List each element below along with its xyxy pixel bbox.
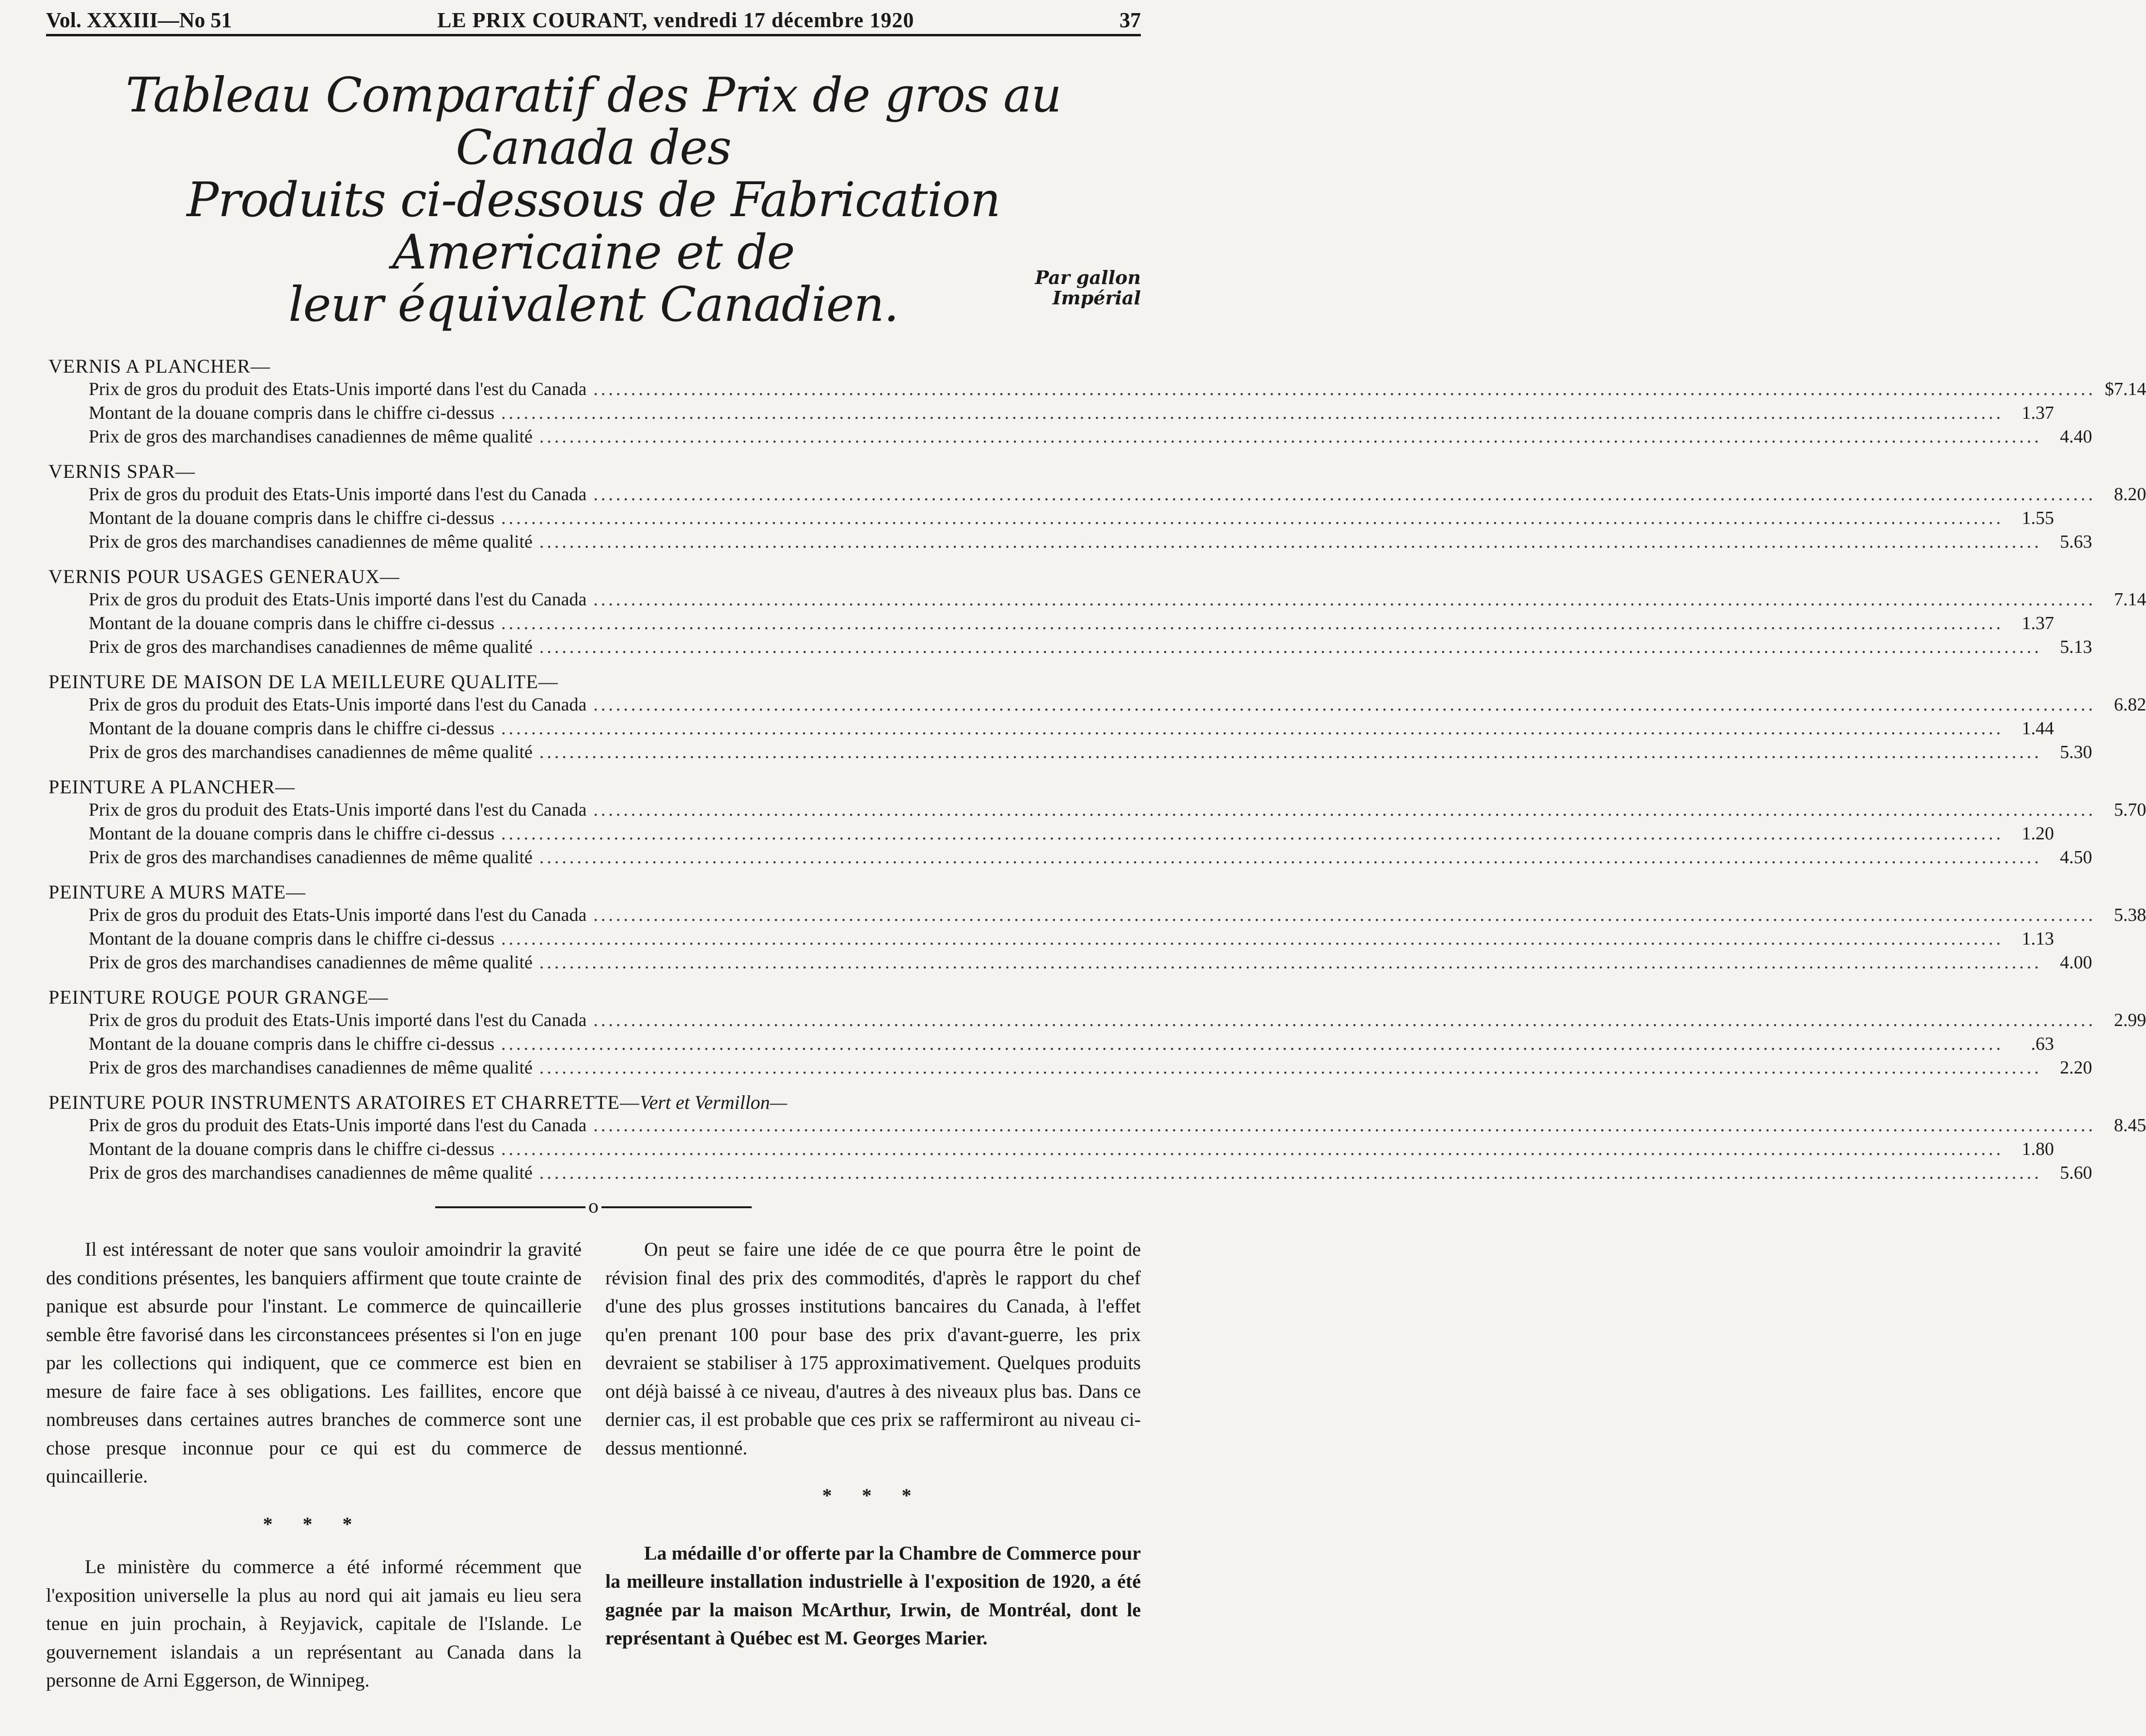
row-label: Prix de gros du produit des Etats-Unis importé dans l'est du Canada: [89, 1010, 587, 1030]
row-value: $7.14: [2104, 379, 2146, 399]
section-subtitle: Vert et Vermillon—: [639, 1091, 788, 1113]
row-label: Prix de gros des marchandises canadiennes de même qualité: [89, 952, 533, 973]
row-value: 2.20: [2060, 1057, 2092, 1078]
price-row: [89, 846, 2092, 869]
unit-header-line-2: Impérial: [1052, 287, 1141, 309]
row-label: Montant de la douane compris dans le chiffre ci-dessus: [89, 1034, 495, 1054]
divider-line-right: [601, 1206, 752, 1208]
publication-date: LE PRIX COURANT, vendredi 17 décembre 1920: [437, 8, 915, 32]
leader-dots: ........................................................................................................................................................................................................: [593, 800, 2096, 820]
row-value: 5.70: [2114, 800, 2146, 820]
price-section: [46, 776, 2146, 869]
row-value: 4.50: [2060, 847, 2092, 868]
price-row: [89, 903, 2146, 927]
article-columns: [46, 1235, 1141, 1695]
price-section: [46, 355, 2146, 449]
row-label: Montant de la douane compris dans le chiffre ci-dessus: [89, 1139, 495, 1159]
price-row: [89, 1161, 2092, 1185]
section-name: PEINTURE POUR INSTRUMENTS ARATOIRES ET CHARRETTE—: [48, 1091, 640, 1113]
left-paragraph-2: Le ministère du commerce a été informé récemment que l'exposition universelle la plus au nord qui ait jamais eu lieu sera tenue en juin prochain, à Reyjavick, capitale de l'Islande. Le gouvernement islandais a un représentant au Canada dans la personne de Arni Eggerson, de Winnipeg.: [46, 1556, 582, 1691]
row-value: 5.30: [2060, 742, 2092, 762]
price-row: [89, 951, 2092, 975]
price-row: [89, 425, 2092, 449]
leader-dots: ........................................................................................................................................................................................................: [593, 1010, 2096, 1030]
leader-dots: ........................................................................................................................................................................................................: [539, 532, 2042, 552]
price-row: [89, 741, 2092, 764]
price-row: [89, 401, 2054, 425]
row-label: Prix de gros du produit des Etats-Unis importé dans l'est du Canada: [89, 905, 587, 925]
row-value: 7.14: [2114, 589, 2146, 610]
section-name: PEINTURE A PLANCHER—: [48, 776, 295, 798]
price-row: [89, 1056, 2092, 1080]
price-row: [89, 1032, 2054, 1056]
row-label: Prix de gros des marchandises canadiennes de même qualité: [89, 637, 533, 657]
price-row: [89, 1137, 2054, 1161]
row-label: Prix de gros des marchandises canadiennes de même qualité: [89, 1163, 533, 1183]
title-line-1: Tableau Comparatif des Prix de gros au Canada des: [126, 68, 1061, 175]
row-label: Prix de gros des marchandises canadiennes de même qualité: [89, 847, 533, 868]
leader-dots: ........................................................................................................................................................................................................: [501, 929, 2004, 949]
row-value: 1.44: [2021, 718, 2054, 739]
price-comparison-table: [46, 355, 2146, 1185]
row-value: 8.20: [2114, 484, 2146, 505]
row-value: 2.99: [2114, 1010, 2146, 1030]
left-paragraph-1: Il est intéressant de noter que sans vouloir amoindrir la gravité des conditions présentes, les banquiers affirment que toute crainte de panique est absurde pour l'instant. Le commerce de quincaillerie semble être favorisé dans les circonstancees présentes si l'on en juge par les collections qui indiquent, que ce commerce est bien en mesure de faire face à ses obligations. Les faillites, encore que nombreuses dans certaines autres branches de commerce sont une chose presque inconnue pour ce qui est du commerce de quincaillerie.: [46, 1238, 582, 1487]
leader-dots: ........................................................................................................................................................................................................: [593, 379, 2096, 399]
row-label: Prix de gros des marchandises canadiennes de même qualité: [89, 426, 533, 447]
leader-dots: ........................................................................................................................................................................................................: [501, 718, 2004, 739]
row-label: Montant de la douane compris dans le chiffre ci-dessus: [89, 823, 495, 844]
price-section: [46, 1091, 2146, 1185]
row-label: Montant de la douane compris dans le chiffre ci-dessus: [89, 929, 495, 949]
page-number: 37: [1120, 8, 1141, 32]
section-name: PEINTURE DE MAISON DE LA MEILLEURE QUALITE—: [48, 671, 558, 693]
row-value: 1.80: [2021, 1139, 2054, 1159]
section-title: [48, 986, 1141, 1009]
price-row: [89, 822, 2054, 846]
section-name: PEINTURE ROUGE POUR GRANGE—: [48, 986, 389, 1008]
right-column: [605, 1235, 1141, 1695]
leader-dots: ........................................................................................................................................................................................................: [593, 1115, 2096, 1136]
row-value: 5.38: [2114, 905, 2146, 925]
row-label: Prix de gros des marchandises canadiennes de même qualité: [89, 532, 533, 552]
row-label: Prix de gros du produit des Etats-Unis importé dans l'est du Canada: [89, 589, 587, 610]
price-section: [46, 986, 2146, 1080]
divider-line-left: [435, 1206, 585, 1208]
price-row: [89, 1009, 2146, 1032]
leader-dots: ........................................................................................................................................................................................................: [539, 637, 2042, 657]
row-label: Prix de gros du produit des Etats-Unis importé dans l'est du Canada: [89, 379, 587, 399]
leader-dots: ........................................................................................................................................................................................................: [593, 905, 2096, 925]
section-name: PEINTURE A MURS MATE—: [48, 881, 306, 903]
section-title: [48, 881, 1141, 903]
section-title: [48, 566, 1141, 588]
price-section: [46, 566, 2146, 659]
running-header: [46, 10, 1141, 36]
row-value: 1.55: [2021, 508, 2054, 528]
price-section: [46, 671, 2146, 764]
row-label: Montant de la douane compris dans le chiffre ci-dessus: [89, 718, 495, 739]
section-title: [48, 776, 1141, 798]
price-section: [46, 460, 2146, 554]
right-paragraph-1: On peut se faire une idée de ce que pourra être le point de révision final des prix des commodités, d'après le rapport du chef d'une des plus grosses institutions bancaires du Canada, à l'effet qu'en prenant 100 pour base des prix d'avant-guerre, les prix devraient se stabiliser à 175 approximativement. Quelques produits ont déjà baissé à ce niveau, d'autres à des niveaux plus bas. Dans ce dernier cas, il est probable que ces prix se raffermiront au niveau ci-dessus mentionné.: [605, 1238, 1141, 1459]
section-title: [48, 460, 1141, 483]
left-column: [46, 1235, 582, 1695]
row-label: Prix de gros du produit des Etats-Unis importé dans l'est du Canada: [89, 484, 587, 505]
row-value: 1.37: [2021, 613, 2054, 633]
price-row: [89, 530, 2092, 554]
row-value: 5.13: [2060, 637, 2092, 657]
price-row: [89, 378, 2146, 401]
price-row: [89, 717, 2054, 741]
leader-dots: ........................................................................................................................................................................................................: [539, 426, 2042, 447]
divider-mark: o: [588, 1197, 599, 1217]
price-row: [89, 693, 2146, 717]
price-row: [89, 588, 2146, 612]
row-label: Montant de la douane compris dans le chiffre ci-dessus: [89, 508, 495, 528]
right-separator: * * *: [822, 1484, 924, 1506]
page-title: [46, 69, 1141, 331]
leader-dots: ........................................................................................................................................................................................................: [593, 484, 2096, 505]
left-separator: * * *: [263, 1513, 365, 1535]
price-row: [89, 798, 2146, 822]
price-row: [89, 927, 2054, 951]
leader-dots: ........................................................................................................................................................................................................: [539, 847, 2042, 868]
row-value: .63: [2031, 1034, 2054, 1054]
leader-dots: ........................................................................................................................................................................................................: [501, 823, 2004, 844]
row-label: Montant de la douane compris dans le chiffre ci-dessus: [89, 403, 495, 423]
row-label: Prix de gros du produit des Etats-Unis importé dans l'est du Canada: [89, 1115, 587, 1136]
section-divider: [46, 1199, 1141, 1216]
price-row: [89, 506, 2054, 530]
leader-dots: ........................................................................................................................................................................................................: [501, 1139, 2004, 1159]
title-line-3: leur équivalent Canadien.: [288, 277, 899, 332]
row-label: Prix de gros du produit des Etats-Unis importé dans l'est du Canada: [89, 694, 587, 715]
section-name: VERNIS SPAR—: [48, 460, 195, 482]
leader-dots: ........................................................................................................................................................................................................: [539, 742, 2042, 762]
row-label: Montant de la douane compris dans le chiffre ci-dessus: [89, 613, 495, 633]
section-title: [48, 355, 1141, 378]
right-paragraph-2: La médaille d'or offerte par la Chambre de Commerce pour la meilleure installation industrielle à l'exposition de 1920, a été gagnée par la maison McArthur, Irwin, de Montréal, dont le représentant à Québec est M. Georges Marier.: [605, 1542, 1141, 1649]
price-row: [89, 635, 2092, 659]
leader-dots: ........................................................................................................................................................................................................: [501, 613, 2004, 633]
leader-dots: ........................................................................................................................................................................................................: [501, 1034, 2004, 1054]
row-label: Prix de gros des marchandises canadiennes de même qualité: [89, 1057, 533, 1078]
row-value: 6.82: [2114, 694, 2146, 715]
row-value: 1.20: [2021, 823, 2054, 844]
leader-dots: ........................................................................................................................................................................................................: [539, 1057, 2042, 1078]
unit-header-line-1: Par gallon: [1035, 267, 1141, 288]
leader-dots: ........................................................................................................................................................................................................: [539, 1163, 2042, 1183]
volume-number: Vol. XXXIII—No 51: [46, 8, 232, 32]
leader-dots: ........................................................................................................................................................................................................: [539, 952, 2042, 973]
price-row: [89, 1114, 2146, 1137]
section-name: VERNIS POUR USAGES GENERAUX—: [48, 566, 400, 587]
section-title: [48, 671, 1141, 693]
row-value: 4.40: [2060, 426, 2092, 447]
leader-dots: ........................................................................................................................................................................................................: [593, 694, 2096, 715]
unit-header: [1035, 268, 1141, 308]
section-name: VERNIS A PLANCHER—: [48, 355, 271, 377]
row-label: Prix de gros du produit des Etats-Unis importé dans l'est du Canada: [89, 800, 587, 820]
leader-dots: ........................................................................................................................................................................................................: [501, 403, 2004, 423]
price-row: [89, 612, 2054, 635]
row-value: 1.13: [2021, 929, 2054, 949]
row-value: 5.60: [2060, 1163, 2092, 1183]
row-value: 4.00: [2060, 952, 2092, 973]
row-value: 8.45: [2114, 1115, 2146, 1136]
section-title: [48, 1091, 1141, 1114]
price-row: [89, 483, 2146, 506]
leader-dots: ........................................................................................................................................................................................................: [593, 589, 2096, 610]
row-value: 5.63: [2060, 532, 2092, 552]
row-value: 1.37: [2021, 403, 2054, 423]
leader-dots: ........................................................................................................................................................................................................: [501, 508, 2004, 528]
price-section: [46, 881, 2146, 975]
title-line-2: Produits ci-dessous de Fabrication Americaine et de: [187, 173, 1000, 280]
row-label: Prix de gros des marchandises canadiennes de même qualité: [89, 742, 533, 762]
